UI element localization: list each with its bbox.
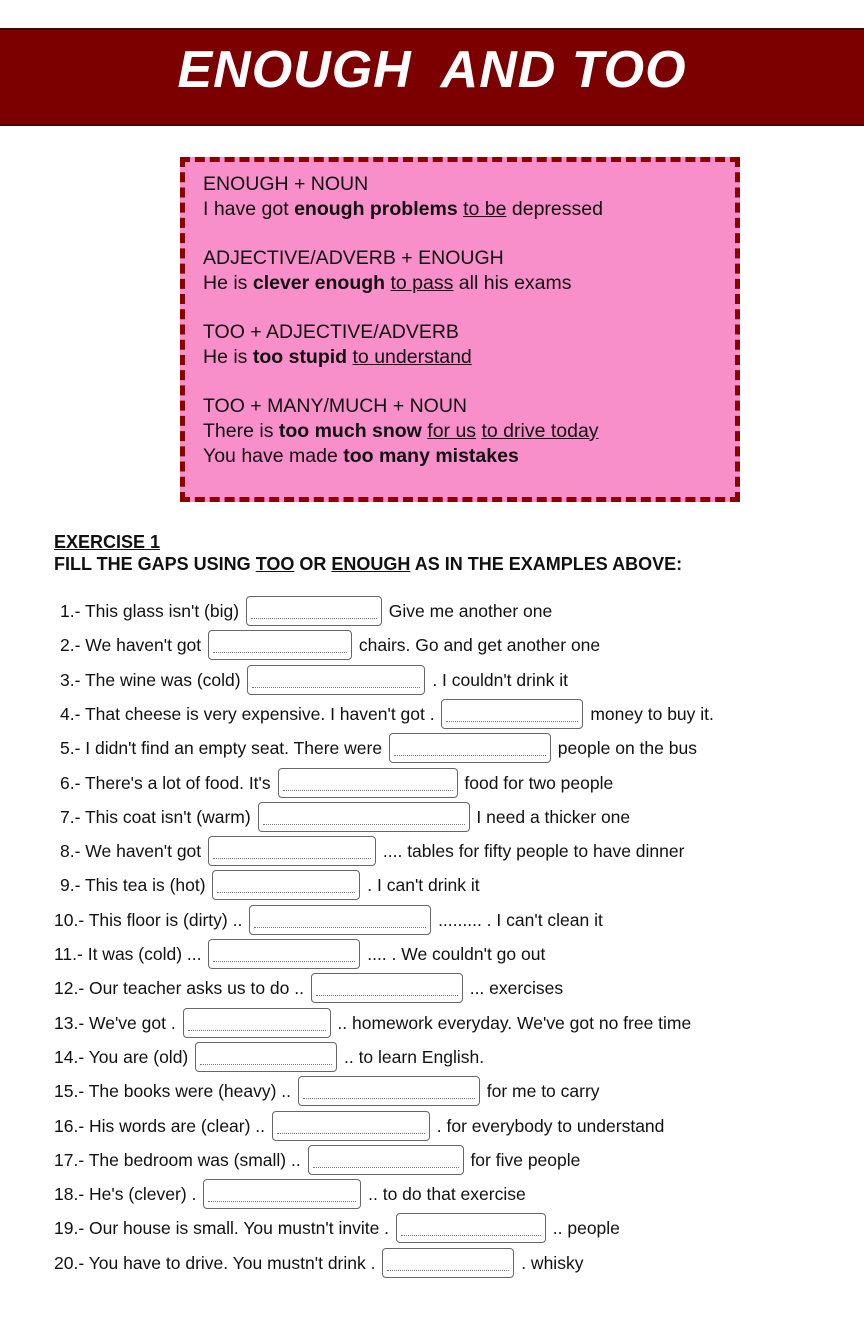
bold-text: too many mistakes [343, 445, 519, 467]
answer-gap-input[interactable] [246, 596, 382, 626]
bold-text: too much snow [278, 420, 422, 442]
answer-gap-input[interactable] [258, 802, 470, 832]
exercise-item-12 [54, 973, 563, 1003]
rule-example [203, 345, 472, 370]
text-segment: He is [203, 272, 253, 294]
answer-gap-input[interactable] [298, 1076, 480, 1106]
bold-text: enough problems [294, 198, 458, 220]
item-continuation: . for everybody to understand [431, 1115, 665, 1136]
text-segment: depressed [506, 198, 603, 220]
item-continuation: .... . We couldn't go out [362, 944, 546, 964]
answer-gap-input[interactable] [183, 1008, 331, 1038]
item-prompt: 1.- This glass isn't (big) [60, 601, 244, 621]
item-continuation: . whisky [516, 1252, 584, 1273]
bold-text: too stupid [252, 346, 348, 368]
underlined-text: ENOUGH [331, 554, 411, 574]
grammar-rules-box [180, 157, 740, 502]
item-prompt: 4.- That cheese is very expensive. I haven't got . [60, 703, 440, 724]
item-continuation: Give me another one [383, 601, 553, 621]
item-prompt: 18.- He's (clever) . [54, 1184, 202, 1205]
item-continuation: .. homework everyday. We've got no free time [332, 1012, 692, 1033]
text-segment: AS IN THE EXAMPLES ABOVE: [410, 554, 683, 574]
answer-gap-input[interactable] [247, 665, 425, 695]
item-continuation: money to buy it. [585, 703, 714, 724]
answer-gap-input[interactable] [208, 939, 360, 969]
item-prompt: 17.- The bedroom was (small) .. [54, 1149, 306, 1170]
underlined-text: TOO [255, 554, 295, 574]
exercise-item-20 [54, 1248, 583, 1278]
item-prompt: 19.- Our house is small. You mustn't invite . [54, 1218, 394, 1239]
exercise-item-8 [60, 836, 684, 866]
title-banner [0, 28, 864, 126]
answer-gap-input[interactable] [278, 768, 458, 798]
exercise-item-10 [54, 905, 603, 935]
rule-example [203, 419, 599, 444]
answer-gap-input[interactable] [389, 733, 551, 763]
item-continuation: people on the bus [552, 738, 697, 759]
answer-gap-input[interactable] [272, 1111, 430, 1141]
item-prompt: 13.- We've got . [54, 1012, 181, 1033]
answer-gap-input[interactable] [195, 1042, 337, 1072]
answer-gap-input[interactable] [208, 836, 376, 866]
exercise-item-3 [60, 665, 568, 695]
item-continuation: food for two people [459, 772, 614, 793]
text-segment: all his exams [453, 272, 572, 294]
exercise-item-7 [60, 802, 630, 832]
item-continuation: ... exercises [464, 978, 564, 999]
item-continuation: .. to do that exercise [363, 1184, 526, 1205]
exercise-item-1 [60, 596, 552, 626]
answer-gap-input[interactable] [208, 630, 352, 660]
exercise-instruction [54, 554, 682, 575]
exercise-item-5 [60, 733, 697, 763]
item-continuation: for five people [465, 1149, 581, 1170]
underlined-text: to be [463, 198, 507, 220]
exercise-item-13 [54, 1008, 691, 1038]
item-prompt: 20.- You have to drive. You mustn't drink . [54, 1252, 381, 1273]
answer-gap-input[interactable] [441, 699, 583, 729]
item-prompt: 6.- There's a lot of food. It's [60, 772, 276, 793]
answer-gap-input[interactable] [382, 1248, 514, 1278]
underlined-text: to drive today [481, 420, 599, 442]
item-continuation: .. people [547, 1218, 620, 1239]
answer-gap-input[interactable] [212, 870, 360, 900]
answer-gap-input[interactable] [396, 1213, 546, 1243]
rule-example [203, 197, 603, 222]
bold-text: clever enough [252, 272, 386, 294]
answer-gap-input[interactable] [203, 1179, 361, 1209]
item-prompt: 12.- Our teacher asks us to do .. [54, 978, 309, 999]
text-segment: He is [203, 346, 253, 368]
item-prompt: 2.- We haven't got [60, 635, 207, 656]
item-continuation: ......... . I can't clean it [433, 909, 603, 930]
exercise-item-11 [54, 939, 545, 969]
exercise-item-17 [54, 1145, 580, 1175]
item-continuation: for me to carry [481, 1081, 600, 1102]
rule-heading: TOO + ADJECTIVE/ADVERB [203, 321, 459, 343]
item-prompt: 11.- It was (cold) ... [54, 944, 207, 964]
item-prompt: 9.- This tea is (hot) [60, 875, 211, 896]
item-prompt: 16.- His words are (clear) .. [54, 1115, 270, 1136]
item-prompt: 14.- You are (old) [54, 1046, 194, 1067]
page-title: ENOUGH AND TOO [177, 41, 687, 99]
item-continuation: . I can't drink it [362, 875, 480, 896]
text-segment: You have made [203, 445, 344, 467]
item-continuation: I need a thicker one [471, 806, 631, 827]
rule-example [203, 271, 572, 296]
text-segment: There is [203, 420, 279, 442]
exercise-item-19 [54, 1213, 620, 1243]
underlined-text: to understand [352, 346, 472, 368]
item-continuation: .. to learn English. [339, 1046, 485, 1067]
item-prompt: 3.- The wine was (cold) [60, 669, 246, 690]
rule-example [203, 444, 519, 469]
rule-heading: ENOUGH + NOUN [203, 173, 369, 195]
exercise-item-4 [60, 699, 714, 729]
text-segment: I have got [203, 198, 295, 220]
rule-heading: TOO + MANY/MUCH + NOUN [203, 395, 468, 417]
underlined-text: for us [427, 420, 477, 442]
exercise-item-14 [54, 1042, 484, 1072]
rule-heading: ADJECTIVE/ADVERB + ENOUGH [203, 247, 504, 269]
item-prompt: 5.- I didn't find an empty seat. There were [60, 738, 387, 759]
item-prompt: 8.- We haven't got [60, 841, 207, 862]
exercise-item-18 [54, 1179, 526, 1209]
answer-gap-input[interactable] [311, 973, 463, 1003]
item-continuation: .... tables for fifty people to have dinner [378, 841, 685, 862]
underlined-text: to pass [390, 272, 454, 294]
text-segment: FILL THE GAPS USING [54, 554, 256, 574]
exercise-item-15 [54, 1076, 600, 1106]
exercise-item-16 [54, 1111, 664, 1141]
exercise-title: EXERCISE 1 [54, 532, 161, 552]
answer-gap-input[interactable] [249, 905, 431, 935]
exercise-item-9 [60, 870, 480, 900]
exercise-item-2 [60, 630, 600, 660]
text-segment: OR [294, 554, 332, 574]
item-continuation: . I couldn't drink it [427, 669, 568, 690]
exercise-item-6 [60, 768, 613, 798]
item-prompt: 15.- The books were (heavy) .. [54, 1081, 296, 1102]
answer-gap-input[interactable] [308, 1145, 464, 1175]
item-continuation: chairs. Go and get another one [354, 635, 601, 656]
item-prompt: 7.- This coat isn't (warm) [60, 806, 256, 827]
item-prompt: 10.- This floor is (dirty) .. [54, 909, 248, 930]
